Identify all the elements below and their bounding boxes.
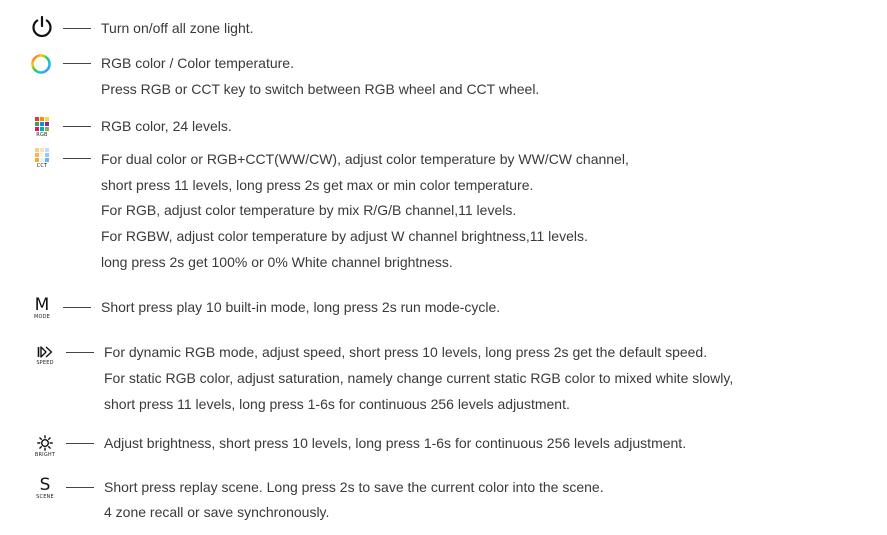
description-line: For dynamic RGB mode, adjust speed, short press 10 levels, long press 2s get the default speed. xyxy=(104,344,708,360)
description-line: RGB color, 24 levels. xyxy=(101,118,232,134)
description-line: Short press play 10 built-in mode, long press 2s run mode-cycle. xyxy=(101,299,501,315)
description-line: 4 zone recall or save synchronously. xyxy=(104,504,330,520)
description-line: short press 11 levels, long press 2s get max or min color temperature. xyxy=(101,177,534,193)
dash xyxy=(63,158,91,159)
description-line: Press RGB or CCT key to switch between RGB wheel and CCT wheel. xyxy=(101,81,540,97)
dash xyxy=(63,63,91,64)
icon-sublabel: CCT xyxy=(36,163,48,169)
brightness-sun-icon xyxy=(30,435,60,458)
icon-letter: M xyxy=(34,295,50,315)
description-line: Short press replay scene. Long press 2s to save the current color into the scene. xyxy=(104,479,604,495)
description-line: short press 11 levels, long press 1-6s for continuous 256 levels adjustment. xyxy=(104,396,570,412)
mode-letter-icon xyxy=(27,297,57,320)
dash xyxy=(63,28,91,29)
description-line: long press 2s get 100% or 0% White channel brightness. xyxy=(101,254,453,270)
icon-sublabel: SCENE xyxy=(36,494,54,500)
description-line: For dual color or RGB+CCT(WW/CW), adjust color temperature by WW/CW channel, xyxy=(101,151,629,167)
description-line: Adjust brightness, short press 10 levels, long press 1-6s for continuous 256 levels adjustment. xyxy=(104,435,687,451)
power-icon xyxy=(27,15,57,44)
icon-sublabel: SPEED xyxy=(36,360,54,366)
description-line: For RGB, adjust color temperature by mix R/G/B channel,11 levels. xyxy=(101,202,517,218)
cct-grid-icon xyxy=(27,148,57,169)
description-line: For RGBW, adjust color temperature by adjust W channel brightness,11 levels. xyxy=(101,228,588,244)
dash xyxy=(63,307,91,308)
dash xyxy=(66,352,94,353)
color-ring-icon xyxy=(26,52,56,81)
description-line: RGB color / Color temperature. xyxy=(101,55,294,71)
dash xyxy=(63,126,91,127)
dash xyxy=(66,487,94,488)
speed-icon xyxy=(30,346,60,366)
description-line: For static RGB color, adjust saturation, namely change current static RGB color to mixed white slowly, xyxy=(104,370,734,386)
dash xyxy=(66,443,94,444)
rgb-grid-icon xyxy=(27,117,57,138)
icon-sublabel: RGB xyxy=(36,132,48,138)
icon-sublabel: MODE xyxy=(33,314,51,320)
description-line: Turn on/off all zone light. xyxy=(101,20,254,36)
scene-letter-icon xyxy=(30,477,60,500)
icon-sublabel: BRIGHT xyxy=(34,452,56,458)
icon-letter: S xyxy=(39,475,51,495)
